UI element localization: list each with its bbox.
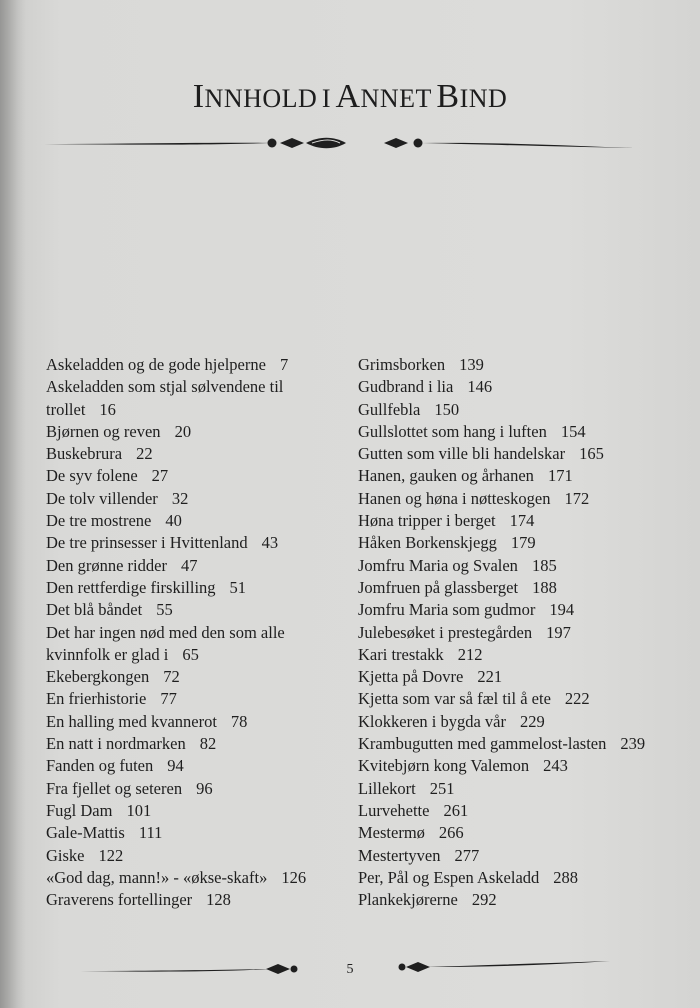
title-initial-1: I [192, 78, 205, 115]
toc-entry-page: 154 [560, 421, 586, 441]
toc-entry-title: Lillekort [358, 778, 416, 798]
toc-entry-title: Per, Pål og Espen Askeladd [358, 867, 540, 887]
toc-entry [358, 755, 658, 777]
toc-entry-title: Askeladden som stjal sølvendene til trollet [46, 377, 284, 419]
toc-entry-title: Fugl Dam [46, 800, 113, 820]
toc-entry [46, 599, 346, 621]
toc-entry [46, 867, 346, 889]
toc-entry-page: 174 [509, 511, 535, 531]
toc-entry-title: Hanen, gauken og århanen [358, 466, 534, 486]
toc-entry [46, 465, 346, 487]
toc-entry-title: Gullfebla [358, 399, 421, 419]
toc-entry-page: 266 [438, 823, 464, 843]
toc-entry-page: 43 [261, 533, 279, 553]
toc-entry-page: 40 [165, 511, 182, 531]
toc-entry [358, 599, 658, 621]
toc-entry-title: Giske [46, 845, 85, 865]
toc-entry-title: De tolv villender [46, 488, 158, 508]
toc-entry-page: 96 [196, 778, 213, 798]
toc-entry-title: En frierhistorie [46, 689, 147, 709]
toc-entry-title: Graverens fortellinger [46, 890, 193, 910]
toc-entry-page: 126 [281, 867, 307, 887]
toc-entry [358, 577, 658, 599]
toc-entry [358, 711, 658, 733]
toc-entry-title: En natt i nordmarken [46, 734, 186, 754]
toc-entry-title: Gutten som ville bli handelskar [358, 444, 566, 464]
toc-entry-page: 251 [429, 778, 455, 798]
toc-entry-page: 94 [167, 756, 184, 776]
toc-entry-page: 47 [180, 555, 198, 575]
toc-right-column [358, 354, 658, 911]
toc-entry [358, 733, 658, 755]
toc-entry-title: Bjørnen og reven [46, 421, 161, 441]
toc-entry [358, 644, 658, 666]
toc-entry-title: Fra fjellet og seteren [46, 778, 183, 798]
toc-entry-page: 22 [136, 444, 153, 464]
toc-entry [46, 889, 346, 911]
toc-entry-title: Ekebergkongen [46, 667, 150, 687]
toc-entry [46, 822, 346, 844]
toc-entry [46, 800, 346, 822]
toc-entry-page: 261 [443, 800, 469, 820]
toc-entry-page: 78 [230, 711, 248, 731]
toc-entry-title: Den rettferdige firskilling [46, 577, 216, 597]
toc-entry-title: Det har ingen nød med den som alle kvinnfolk er glad i [46, 622, 285, 664]
toc-entry-page: 197 [546, 622, 571, 642]
toc-entry [46, 510, 346, 532]
toc-entry-title: Julebesøket i prestegården [358, 622, 533, 642]
toc-entry [358, 465, 658, 487]
toc-entry [46, 443, 346, 465]
title-word-3-rest: NNET [360, 84, 432, 113]
toc-entry [358, 867, 658, 889]
toc-entry-page: 16 [99, 399, 116, 419]
toc-entry-title: Grimsborken [358, 355, 446, 374]
toc-entry-page: 222 [564, 689, 590, 709]
toc-entry-page: 243 [543, 756, 568, 776]
toc-entry [46, 778, 346, 800]
title-word-4-rest: IND [459, 84, 508, 113]
toc-entry-page: 101 [126, 800, 152, 820]
toc-entry [46, 577, 346, 599]
toc-entry [358, 421, 658, 443]
toc-entry-title: Kari trestakk [358, 644, 444, 664]
toc-entry-page: 165 [579, 444, 604, 464]
toc-entry-page: 188 [532, 577, 557, 597]
toc-entry-title: Fanden og futen [46, 756, 154, 776]
toc-entry [46, 354, 346, 376]
toc-entry-title: Askeladden og de gode hjelperne [46, 355, 266, 374]
toc-entry [358, 510, 658, 532]
toc-entry-title: Mestermø [358, 823, 425, 843]
toc-entry [358, 622, 658, 644]
spine-shadow [0, 0, 26, 1008]
toc-entry-title: Jomfruen på glassberget [358, 577, 519, 597]
toc-entry-title: Klokkeren i bygda vår [358, 711, 506, 731]
toc-entry [358, 666, 658, 688]
toc-entry-title: Jomfru Maria og Svalen [358, 555, 518, 575]
toc-entry-page: 179 [510, 533, 536, 553]
toc-entry-title: Plankekjørerne [358, 890, 458, 910]
toc-entry-page: 146 [467, 377, 493, 397]
toc-entry-page: 229 [520, 711, 545, 731]
toc-entry [46, 666, 346, 688]
toc-entry-title: «God dag, mann!» - «økse-skaft» [46, 867, 268, 887]
title-word-2: I [321, 84, 331, 113]
toc-entry-title: Høna tripper i berget [358, 511, 496, 531]
toc-entry [46, 733, 346, 755]
toc-entry [46, 688, 346, 710]
toc-entry-page: 185 [531, 555, 557, 575]
toc-entry-page: 150 [434, 399, 460, 419]
toc-entry-title: De syv folene [46, 466, 138, 486]
toc-entry-page: 32 [171, 488, 189, 508]
toc-entry-page: 20 [174, 421, 192, 441]
toc-entry-title: Krambugutten med gammelost-lasten [358, 734, 607, 754]
toc-entry-title: Buskebrura [46, 444, 123, 464]
toc-entry-page: 292 [471, 890, 497, 910]
toc-entry-page: 51 [229, 577, 247, 597]
toc-entry-page: 77 [160, 689, 177, 709]
toc-entry-page: 7 [279, 355, 289, 374]
toc-entry-page: 171 [547, 466, 573, 486]
toc-entry [358, 555, 658, 577]
toc-entry [46, 488, 346, 510]
toc-entry-title: Kjetta på Dovre [358, 667, 464, 687]
toc-entry [46, 421, 346, 443]
toc-entry-page: 27 [151, 466, 169, 486]
toc-entry-title: Jomfru Maria som gudmor [358, 600, 536, 620]
toc-entry-title: Den grønne ridder [46, 555, 167, 575]
toc-entry-title: Gale-Mattis [46, 823, 125, 843]
toc-entry-page: 288 [553, 867, 579, 887]
page-title [0, 78, 700, 116]
title-initial-4: B [436, 78, 460, 115]
toc-entry [358, 488, 658, 510]
toc-entry [358, 443, 658, 465]
title-initial-3: A [335, 78, 361, 115]
toc-entry-page: 194 [549, 600, 575, 620]
toc-entry [46, 532, 346, 554]
toc-entry [46, 376, 346, 421]
toc-entry-title: Kjetta som var så fæl til å ete [358, 689, 551, 709]
toc-entry [358, 778, 658, 800]
toc-entry-title: Hanen og høna i nøtteskogen [358, 488, 551, 508]
toc-entry-title: Håken Borkenskjegg [358, 533, 497, 553]
toc-entry [358, 688, 658, 710]
toc-entry-page: 212 [457, 644, 483, 664]
toc-entry-page: 122 [98, 845, 124, 865]
toc-entry-title: De tre prinsesser i Hvittenland [46, 533, 248, 553]
toc-entry-title: Lurvehette [358, 800, 430, 820]
title-ornament-rule [44, 130, 634, 164]
toc-entry [358, 354, 658, 376]
toc-entry [46, 845, 346, 867]
toc-entry [46, 711, 346, 733]
toc-entry-page: 221 [477, 667, 503, 687]
page-number: 5 [346, 962, 354, 977]
toc-entry-page: 82 [199, 734, 217, 754]
toc-entry-title: Kvitebjørn kong Valemon [358, 756, 530, 776]
toc-entry-page: 55 [156, 600, 173, 620]
toc-entry-page: 139 [459, 355, 484, 374]
toc-entry [46, 622, 346, 667]
toc-entry-title: De tre mostrene [46, 511, 152, 531]
toc-entry-page: 72 [163, 667, 180, 687]
toc-entry-page: 277 [454, 845, 480, 865]
toc-left-column [46, 354, 346, 911]
toc-entry [358, 800, 658, 822]
toc-entry-title: Mestertyven [358, 845, 441, 865]
toc-entry-page: 111 [138, 823, 163, 843]
toc-entry-page: 65 [182, 644, 199, 664]
toc-entry [358, 532, 658, 554]
toc-entry-title: En halling med kvannerot [46, 711, 217, 731]
toc-entry [46, 755, 346, 777]
toc-entry [358, 889, 658, 911]
toc-entry-page: 172 [564, 488, 590, 508]
toc-entry [358, 399, 658, 421]
title-word-1-rest: NNHOLD [204, 84, 318, 113]
toc-entry-title: Gudbrand i lia [358, 377, 454, 397]
toc-entry-page: 128 [206, 890, 231, 910]
toc-entry-title: Gullslottet som hang i luften [358, 421, 547, 441]
toc-entry [358, 845, 658, 867]
toc-entry [46, 555, 346, 577]
toc-entry-title: Det blå båndet [46, 600, 143, 620]
toc-entry [358, 376, 658, 398]
toc-entry-page: 239 [620, 734, 646, 754]
toc-entry [358, 822, 658, 844]
